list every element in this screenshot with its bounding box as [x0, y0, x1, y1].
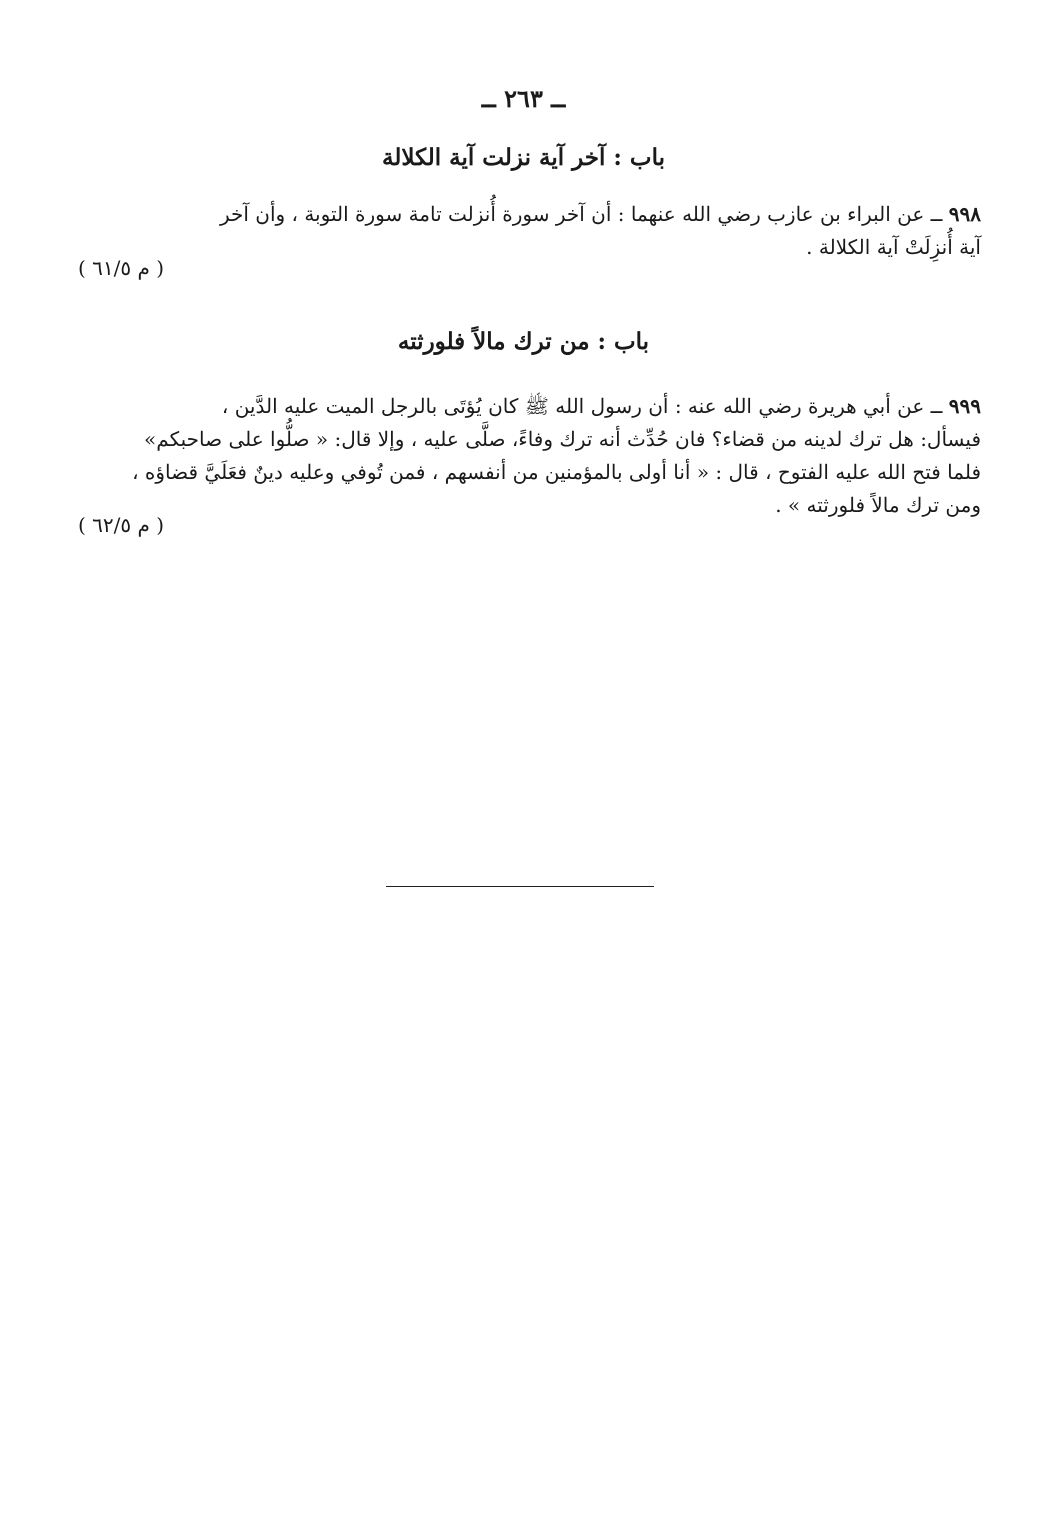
hadith-entry	[66, 390, 981, 522]
hadith-line	[66, 198, 981, 231]
source-reference: ( م ٦٢/٥ )	[78, 513, 165, 537]
footnote-divider	[386, 886, 654, 887]
hadith-text: فيسأل: هل ترك لدينه من قضاء؟ فان حُدِّث أنه ترك وفاءً، صلَّى عليه ، وإلا قال: « صلُّوا على صاحبكم»	[144, 427, 981, 451]
hadith-text: ــ عن البراء بن عازب رضي الله عنهما : أن آخر سورة أُنزلت تامة سورة التوبة ، وأن آخر	[219, 202, 943, 226]
hadith-number: ٩٩٨	[948, 202, 981, 226]
page-number: ــ ٢٦٣ ــ	[481, 84, 566, 113]
chapter-heading: باب : من ترك مالاً فلورثته	[397, 328, 650, 355]
hadith-line	[66, 390, 981, 423]
hadith-line	[66, 231, 981, 264]
hadith-number: ٩٩٩	[948, 394, 981, 418]
hadith-text: ــ عن أبي هريرة رضي الله عنه : أن رسول الله ﷺ كان يُؤتَى بالرجل الميت عليه الدَّين ،	[221, 394, 943, 418]
hadith-entry	[66, 198, 981, 264]
chapter-heading: باب : آخر آية نزلت آية الكلالة	[382, 144, 665, 171]
hadith-text: آية أُنزِلَتْ آية الكلالة .	[806, 235, 981, 259]
hadith-text: ومن ترك مالاً فلورثته » .	[775, 493, 981, 517]
hadith-line	[66, 489, 981, 522]
source-reference: ( م ٦١/٥ )	[78, 256, 165, 280]
hadith-line	[66, 423, 981, 456]
hadith-text: فلما فتح الله عليه الفتوح ، قال : « أنا أولى بالمؤمنين من أنفسهم ، فمن تُوفي وعليه دينٌ فعَلَيَّ قضاؤه ،	[132, 460, 981, 484]
hadith-line	[66, 456, 981, 489]
